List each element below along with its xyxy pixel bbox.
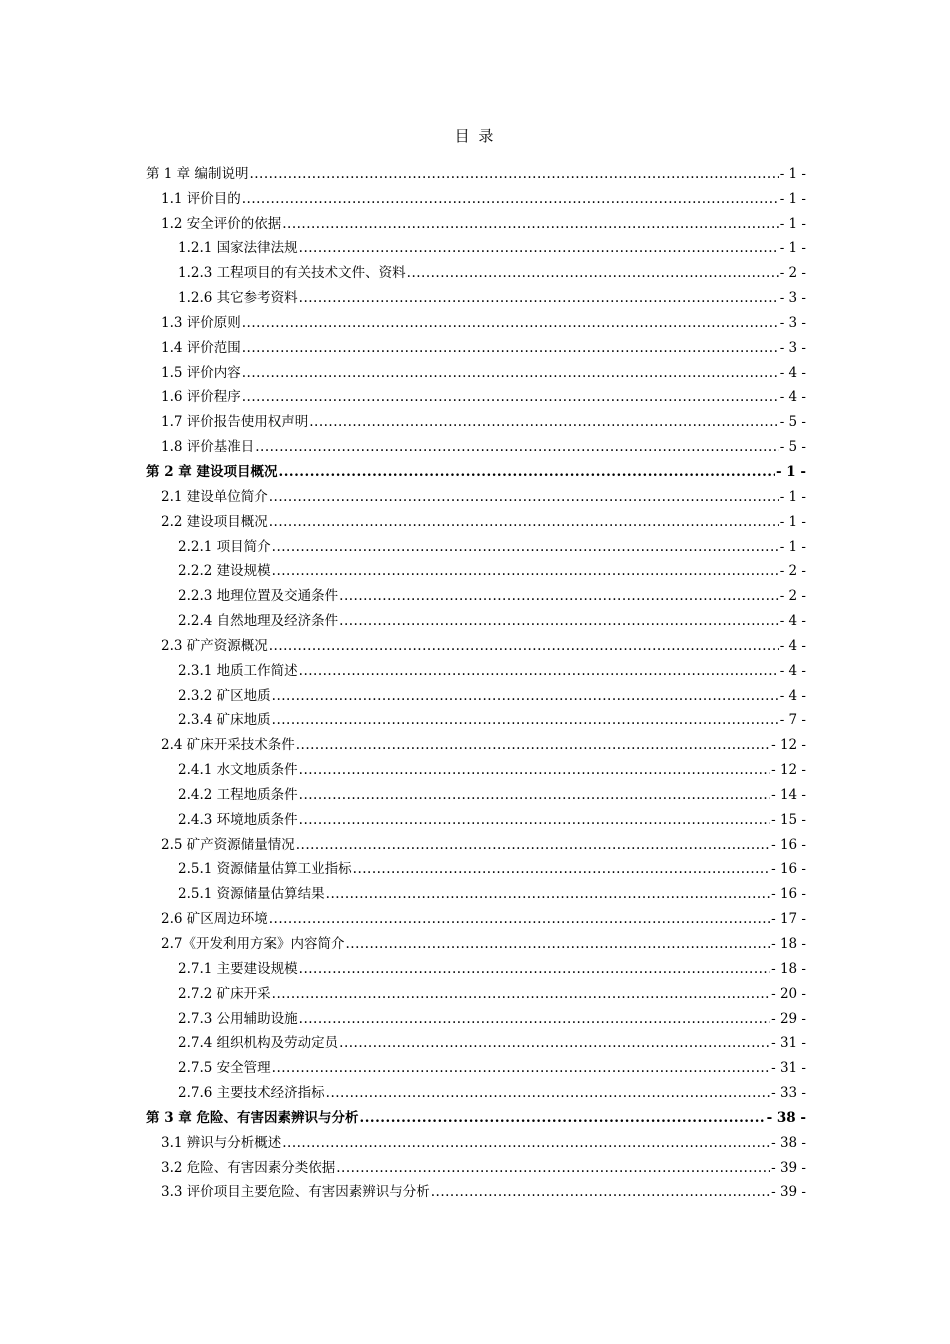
toc-entry[interactable] xyxy=(0,208,806,233)
toc-entry[interactable] xyxy=(0,1003,806,1028)
toc-entry-page-number: - 31 - xyxy=(771,1060,806,1077)
toc-entry[interactable] xyxy=(0,804,806,829)
toc-entry-label: 2.4.1 水文地质条件 xyxy=(178,762,298,779)
toc-entry-label: 2.2.4 自然地理及经济条件 xyxy=(178,613,339,630)
toc-entry-page-number: - 1 - xyxy=(779,190,806,207)
toc-entry-page-number: - 20 - xyxy=(771,985,806,1002)
toc-entry-page-number: - 5 - xyxy=(779,439,806,456)
dot-leader xyxy=(309,413,778,431)
dot-leader xyxy=(345,935,770,953)
toc-entry[interactable] xyxy=(0,382,806,407)
toc-entry-label: 1.3 评价原则 xyxy=(161,314,241,331)
toc-entry[interactable] xyxy=(0,854,806,879)
toc-entry-label: 3.2 危险、有害因素分类依据 xyxy=(161,1159,336,1176)
toc-entry-page-number: - 4 - xyxy=(779,662,806,679)
toc-entry-label: 2.3.2 矿区地质 xyxy=(178,687,271,704)
toc-entry[interactable] xyxy=(0,431,806,456)
toc-entry-label: 2.5.1 资源储量估算工业指标 xyxy=(178,861,352,878)
toc-entry-page-number: - 31 - xyxy=(771,1035,806,1052)
toc-entry[interactable] xyxy=(0,1028,806,1053)
dot-leader xyxy=(242,364,779,382)
toc-entry[interactable] xyxy=(0,978,806,1003)
toc-entry[interactable] xyxy=(0,531,806,556)
dot-leader xyxy=(272,711,779,729)
toc-entry[interactable] xyxy=(0,580,806,605)
toc-entry-page-number: - 1 - xyxy=(779,165,806,182)
toc-entry-label: 1.4 评价范围 xyxy=(161,339,241,356)
dot-leader xyxy=(299,1010,770,1028)
toc-entry-page-number: - 12 - xyxy=(771,737,806,754)
toc-entry-label: 2.7.1 主要建设规模 xyxy=(178,960,298,977)
toc-entry-page-number: - 29 - xyxy=(771,1010,806,1027)
toc-entry-page-number: - 15 - xyxy=(771,811,806,828)
toc-entry-page-number: - 38 - xyxy=(771,1134,806,1151)
toc-entry-label: 2.7.5 安全管理 xyxy=(178,1060,271,1077)
toc-entry[interactable] xyxy=(0,233,806,258)
toc-entry[interactable] xyxy=(0,357,806,382)
toc-entry-page-number: - 16 - xyxy=(771,886,806,903)
toc-entry[interactable] xyxy=(0,307,806,332)
dot-leader xyxy=(326,885,770,903)
toc-entry-page-number: - 39 - xyxy=(771,1184,806,1201)
toc-entry-page-number: - 5 - xyxy=(779,414,806,431)
dot-leader xyxy=(269,910,770,928)
dot-leader xyxy=(282,1134,770,1152)
toc-entry-label: 2.2.1 项目简介 xyxy=(178,538,271,555)
toc-entry-label: 1.2 安全评价的依据 xyxy=(161,215,282,232)
toc-entry-label: 2.6 矿区周边环境 xyxy=(161,911,268,928)
dot-leader xyxy=(299,786,770,804)
toc-entry-label: 3.1 辨识与分析概述 xyxy=(161,1134,282,1151)
dot-leader xyxy=(326,1084,770,1102)
toc-entry[interactable] xyxy=(0,630,806,655)
toc-entry-page-number: - 38 - xyxy=(766,1109,806,1126)
dot-leader xyxy=(282,215,778,233)
toc-entry-label: 2.4.2 工程地质条件 xyxy=(178,786,298,803)
toc-entry-page-number: - 3 - xyxy=(779,339,806,356)
toc-entry[interactable] xyxy=(0,1152,806,1177)
toc-entry-label: 1.6 评价程序 xyxy=(161,389,241,406)
toc-entry-page-number: - 4 - xyxy=(779,637,806,654)
toc-entry[interactable] xyxy=(0,829,806,854)
toc-entry-page-number: - 12 - xyxy=(771,762,806,779)
toc-entry-page-number: - 16 - xyxy=(771,836,806,853)
toc-entry[interactable] xyxy=(0,705,806,730)
toc-entry-label: 第 3 章 危险、有害因素辨识与分析 xyxy=(146,1109,359,1126)
dot-leader xyxy=(360,1109,766,1127)
toc-entry-page-number: - 1 - xyxy=(779,538,806,555)
toc-entry-label: 2.2 建设项目概况 xyxy=(161,513,268,530)
toc-entry-page-number: - 16 - xyxy=(771,861,806,878)
toc-entry[interactable] xyxy=(0,183,806,208)
toc-entry[interactable] xyxy=(0,556,806,581)
toc-entry[interactable] xyxy=(0,779,806,804)
toc-entry-page-number: - 3 - xyxy=(779,314,806,331)
dot-leader xyxy=(299,761,770,779)
dot-leader xyxy=(272,562,779,580)
table-of-contents xyxy=(0,158,950,1201)
toc-entry-label: 1.7 评价报告使用权声明 xyxy=(161,414,309,431)
toc-entry-label: 2.4.3 环境地质条件 xyxy=(178,811,298,828)
toc-entry[interactable] xyxy=(0,1177,806,1202)
dot-leader xyxy=(299,960,770,978)
toc-entry-label: 1.2.6 其它参考资料 xyxy=(178,290,298,307)
dot-leader xyxy=(339,1034,770,1052)
toc-entry-page-number: - 1 - xyxy=(779,240,806,257)
toc-entry-label: 1.2.1 国家法律法规 xyxy=(178,240,298,257)
toc-entry-page-number: - 2 - xyxy=(779,588,806,605)
toc-entry[interactable] xyxy=(0,928,806,953)
dot-leader xyxy=(279,463,776,481)
dot-leader xyxy=(353,860,770,878)
dot-leader xyxy=(339,587,779,605)
toc-entry-label: 2.7.4 组织机构及劳动定员 xyxy=(178,1035,339,1052)
toc-entry-label: 2.5 矿产资源储量情况 xyxy=(161,836,295,853)
toc-entry-page-number: - 7 - xyxy=(779,712,806,729)
toc-entry-page-number: - 17 - xyxy=(771,911,806,928)
toc-entry-page-number: - 4 - xyxy=(779,687,806,704)
toc-entry-label: 1.5 评价内容 xyxy=(161,364,241,381)
toc-entry-label: 2.2.2 建设规模 xyxy=(178,563,271,580)
toc-entry-label: 2.5.1 资源储量估算结果 xyxy=(178,886,325,903)
toc-entry-page-number: - 1 - xyxy=(779,215,806,232)
dot-leader xyxy=(242,339,779,357)
toc-entry-label: 1.1 评价目的 xyxy=(161,190,241,207)
dot-leader xyxy=(269,513,779,531)
toc-entry[interactable] xyxy=(0,878,806,903)
toc-entry[interactable] xyxy=(0,282,806,307)
dot-leader xyxy=(272,985,770,1003)
toc-entry-page-number: - 14 - xyxy=(771,786,806,803)
toc-entry-label: 2.7.3 公用辅助设施 xyxy=(178,1010,298,1027)
toc-entry[interactable] xyxy=(0,655,806,680)
toc-entry-page-number: - 3 - xyxy=(779,290,806,307)
toc-entry[interactable] xyxy=(0,406,806,431)
dot-leader xyxy=(299,239,779,257)
toc-entry-page-number: - 4 - xyxy=(779,389,806,406)
toc-entry[interactable] xyxy=(0,1077,806,1102)
toc-entry[interactable] xyxy=(0,456,806,481)
toc-entry[interactable] xyxy=(0,506,806,531)
toc-entry-label: 2.7.6 主要技术经济指标 xyxy=(178,1085,325,1102)
dot-leader xyxy=(269,637,779,655)
toc-entry[interactable] xyxy=(0,754,806,779)
dot-leader xyxy=(249,165,778,183)
toc-entry[interactable] xyxy=(0,903,806,928)
toc-entry-page-number: - 18 - xyxy=(771,936,806,952)
toc-entry-label: 2.3.4 矿床地质 xyxy=(178,712,271,729)
toc-entry-label: 2.3.1 地质工作简述 xyxy=(178,662,298,679)
toc-entry-label: 第 2 章 建设项目概况 xyxy=(146,463,278,480)
dot-leader xyxy=(407,264,779,282)
toc-entry[interactable] xyxy=(0,1052,806,1077)
toc-entry-label: 2.2.3 地理位置及交通条件 xyxy=(178,588,339,605)
dot-leader xyxy=(296,836,770,854)
toc-entry[interactable] xyxy=(0,605,806,630)
dot-leader xyxy=(296,736,770,754)
toc-entry[interactable] xyxy=(0,680,806,705)
dot-leader xyxy=(339,612,779,630)
toc-entry[interactable] xyxy=(0,1102,806,1127)
toc-entry[interactable] xyxy=(0,257,806,282)
dot-leader xyxy=(299,662,779,680)
toc-entry-label: 2.7.2 矿床开采 xyxy=(178,985,271,1002)
toc-entry-page-number: - 33 - xyxy=(771,1085,806,1102)
toc-entry-label: 3.3 评价项目主要危险、有害因素辨识与分析 xyxy=(161,1184,430,1201)
toc-entry-page-number: - 39 - xyxy=(771,1159,806,1176)
dot-leader xyxy=(242,190,779,208)
toc-entry-label: 第 1 章 编制说明 xyxy=(146,165,249,182)
toc-entry-label: 1.8 评价基准日 xyxy=(161,439,255,456)
toc-entry-page-number: - 2 - xyxy=(779,265,806,282)
toc-entry-page-number: - 4 - xyxy=(779,613,806,630)
toc-entry-page-number: - 1 - xyxy=(776,463,806,480)
dot-leader xyxy=(269,488,779,506)
dot-leader xyxy=(431,1183,770,1201)
toc-entry-label: 2.4 矿床开采技术条件 xyxy=(161,737,295,754)
toc-entry-label: 1.2.3 工程项目的有关技术文件、资料 xyxy=(178,265,406,282)
dot-leader xyxy=(272,538,779,556)
toc-entry[interactable] xyxy=(0,332,806,357)
toc-entry-label: 2.1 建设单位简介 xyxy=(161,488,268,505)
dot-leader xyxy=(272,687,779,705)
dot-leader xyxy=(299,289,779,307)
toc-entry-page-number: - 1 - xyxy=(779,488,806,505)
toc-entry-label: 2.3 矿产资源概况 xyxy=(161,637,268,654)
dot-leader xyxy=(272,1059,770,1077)
dot-leader xyxy=(255,438,778,456)
toc-entry[interactable] xyxy=(0,729,806,754)
toc-entry[interactable] xyxy=(0,953,806,978)
dot-leader xyxy=(299,811,770,829)
toc-entry-page-number: - 4 - xyxy=(779,364,806,381)
toc-entry[interactable] xyxy=(0,1127,806,1152)
toc-entry[interactable] xyxy=(0,158,806,183)
dot-leader xyxy=(242,388,779,406)
toc-entry-page-number: - 1 - xyxy=(779,513,806,530)
dot-leader xyxy=(336,1159,770,1177)
toc-title: 目 录 xyxy=(454,127,496,145)
toc-entry[interactable] xyxy=(0,481,806,506)
toc-entry-page-number: - 2 - xyxy=(779,563,806,580)
toc-entry-page-number: - 18 - xyxy=(771,960,806,977)
toc-entry-label: 2.7《开发利用方案》内容简介 xyxy=(161,936,345,952)
dot-leader xyxy=(242,314,779,332)
